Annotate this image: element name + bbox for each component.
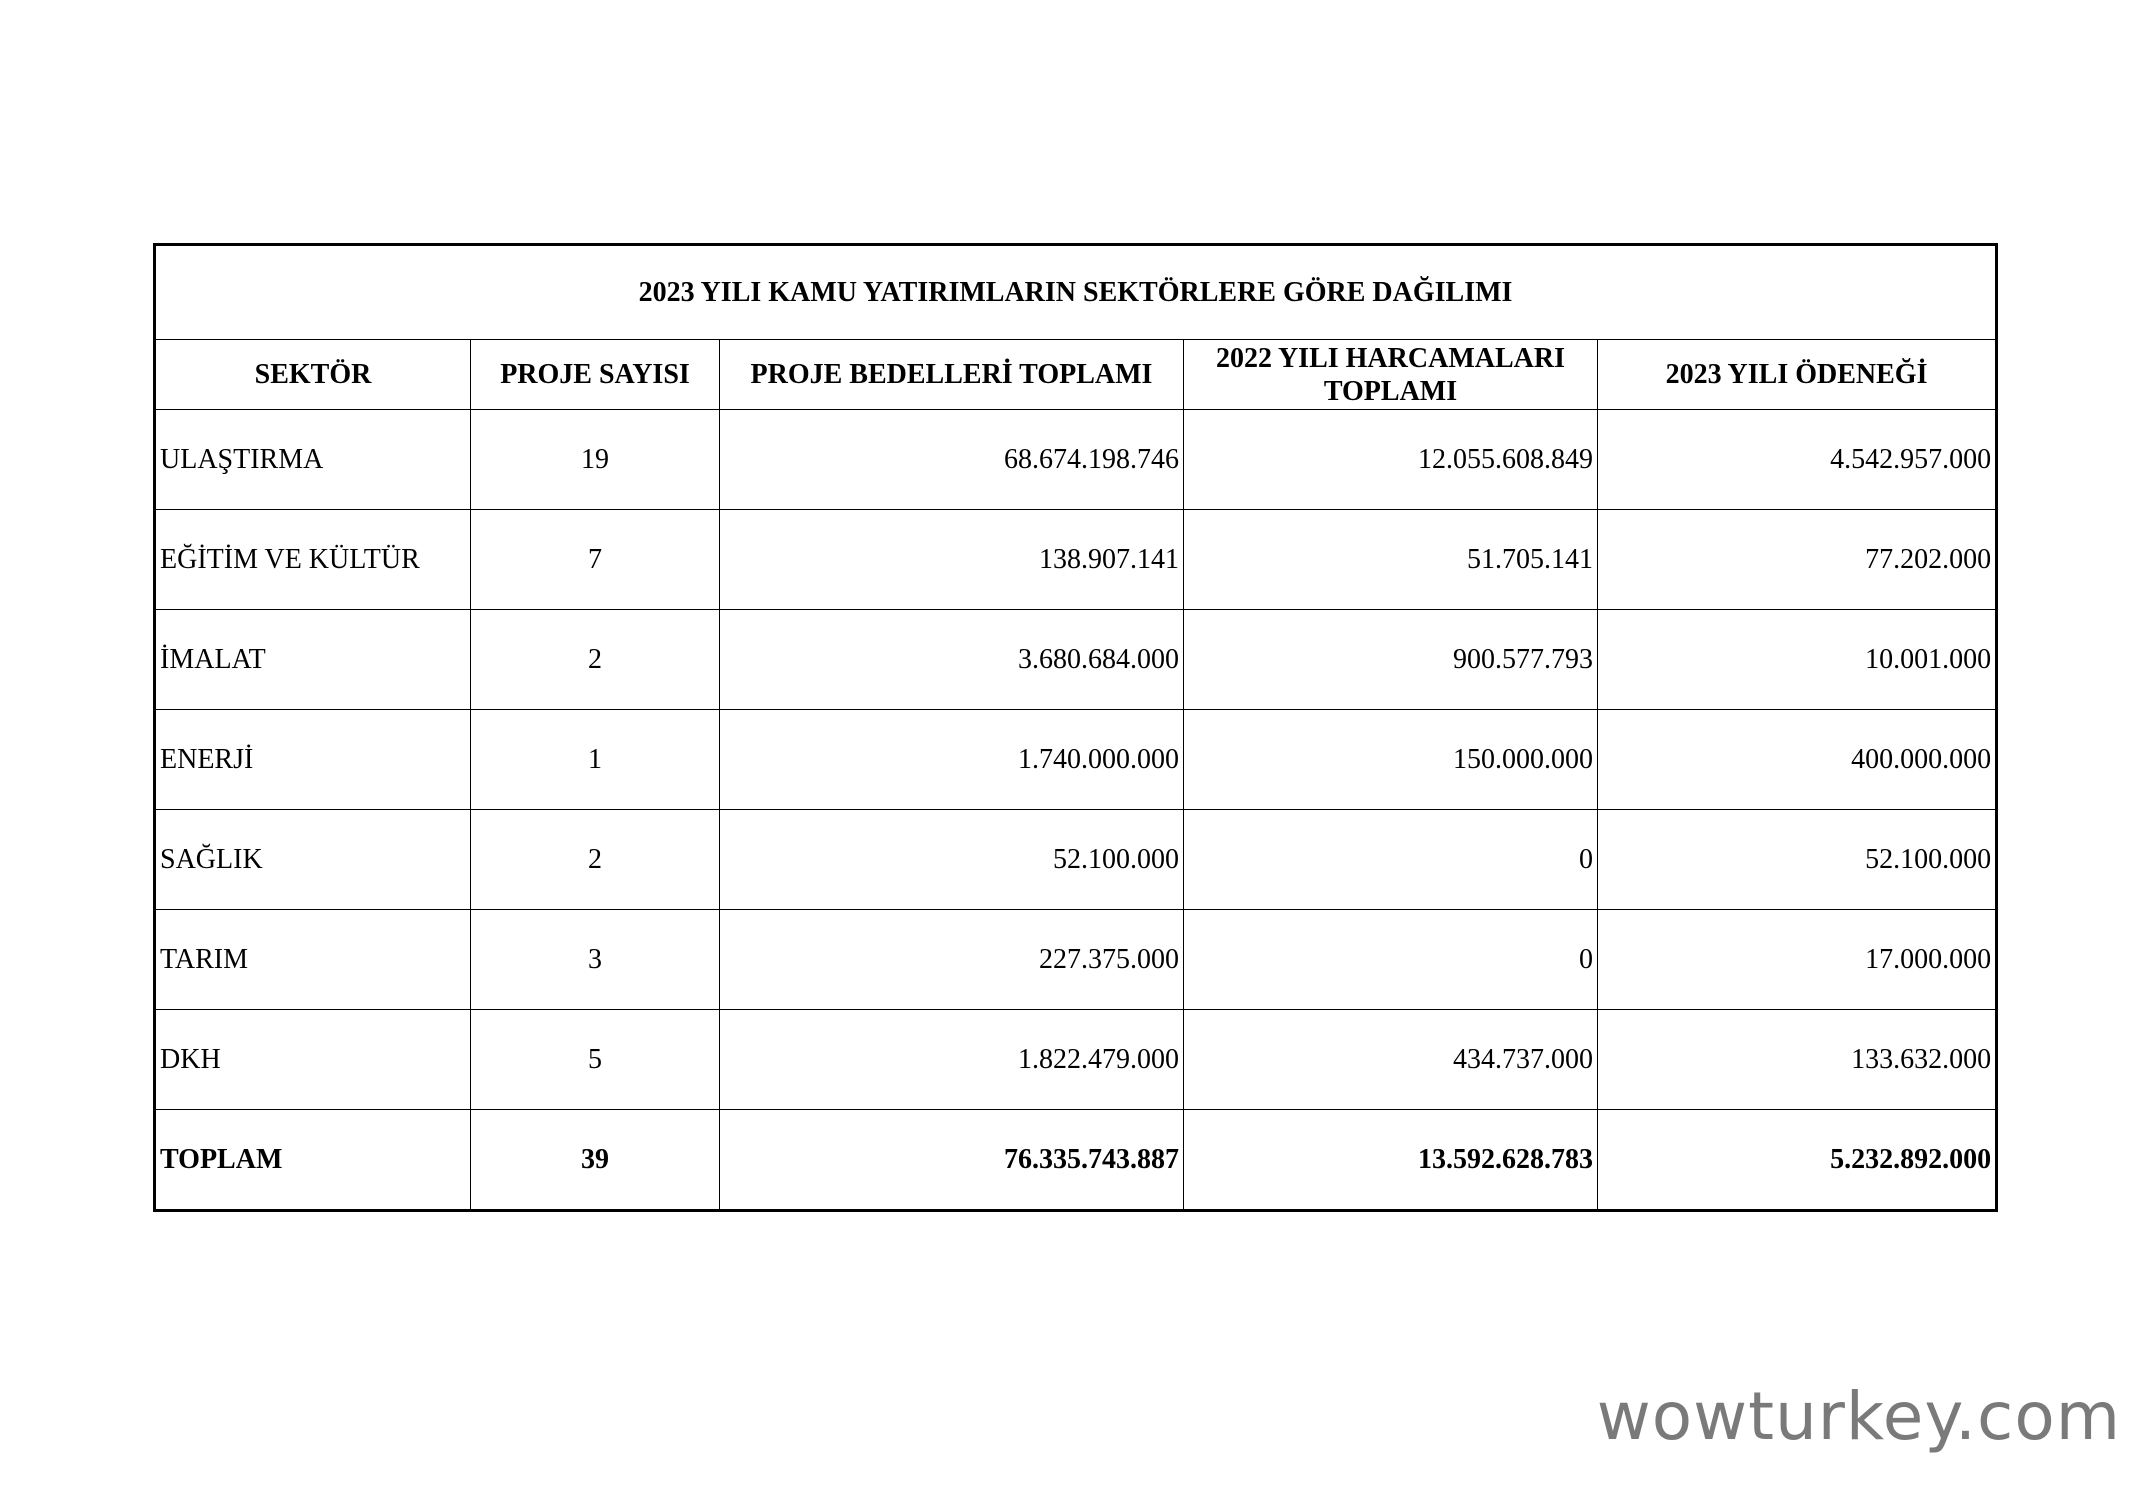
allocation-2023-cell: 400.000.000 <box>1598 710 1997 810</box>
allocation-2023-cell: 17.000.000 <box>1598 910 1997 1010</box>
allocation-2023-cell: 10.001.000 <box>1598 610 1997 710</box>
header-sector: SEKTÖR <box>155 340 471 410</box>
watermark-text: wowturkey.com <box>1596 1378 2121 1455</box>
table-row <box>155 910 1997 1010</box>
spend-2022-cell: 0 <box>1184 810 1598 910</box>
allocation-2023-cell: 77.202.000 <box>1598 510 1997 610</box>
table-header-row <box>155 340 1997 410</box>
table-row <box>155 510 1997 610</box>
total-count-cell: 39 <box>471 1110 720 1211</box>
total-label-cell: TOPLAM <box>155 1110 471 1211</box>
total-cost-cell: 68.674.198.746 <box>720 410 1184 510</box>
sector-cell: SAĞLIK <box>155 810 471 910</box>
allocation-2023-cell: 52.100.000 <box>1598 810 1997 910</box>
sector-cell: ENERJİ <box>155 710 471 810</box>
header-total-cost: PROJE BEDELLERİ TOPLAMI <box>720 340 1184 410</box>
spend-2022-cell: 12.055.608.849 <box>1184 410 1598 510</box>
spend-2022-cell: 900.577.793 <box>1184 610 1598 710</box>
table-title-row <box>155 245 1997 340</box>
spend-2022-cell: 51.705.141 <box>1184 510 1598 610</box>
spend-2022-cell: 434.737.000 <box>1184 1010 1598 1110</box>
total-cost-cell: 1.740.000.000 <box>720 710 1184 810</box>
table-row <box>155 410 1997 510</box>
sector-cell: DKH <box>155 1010 471 1110</box>
count-cell: 5 <box>471 1010 720 1110</box>
sector-cell: EĞİTİM VE KÜLTÜR <box>155 510 471 610</box>
header-spend-2022: 2022 YILI HARCAMALARI TOPLAMI <box>1184 340 1598 410</box>
investment-table <box>153 243 1998 1212</box>
total-spend-2022-cell: 13.592.628.783 <box>1184 1110 1598 1211</box>
table-row <box>155 710 1997 810</box>
total-cost-cell: 52.100.000 <box>720 810 1184 910</box>
header-project-count: PROJE SAYISI <box>471 340 720 410</box>
total-cost-sum-cell: 76.335.743.887 <box>720 1110 1184 1211</box>
count-cell: 2 <box>471 810 720 910</box>
count-cell: 2 <box>471 610 720 710</box>
allocation-2023-cell: 4.542.957.000 <box>1598 410 1997 510</box>
total-cost-cell: 227.375.000 <box>720 910 1184 1010</box>
table-row <box>155 610 1997 710</box>
total-cost-cell: 138.907.141 <box>720 510 1184 610</box>
table-row <box>155 810 1997 910</box>
total-cost-cell: 3.680.684.000 <box>720 610 1184 710</box>
count-cell: 7 <box>471 510 720 610</box>
count-cell: 3 <box>471 910 720 1010</box>
sector-cell: İMALAT <box>155 610 471 710</box>
spend-2022-cell: 150.000.000 <box>1184 710 1598 810</box>
count-cell: 19 <box>471 410 720 510</box>
table-total-row <box>155 1110 1997 1211</box>
sector-cell: ULAŞTIRMA <box>155 410 471 510</box>
allocation-2023-cell: 133.632.000 <box>1598 1010 1997 1110</box>
header-allocation-2023: 2023 YILI ÖDENEĞİ <box>1598 340 1997 410</box>
count-cell: 1 <box>471 710 720 810</box>
table-title: 2023 YILI KAMU YATIRIMLARIN SEKTÖRLERE GÖRE DAĞILIMI <box>155 245 1997 340</box>
table-row <box>155 1010 1997 1110</box>
sector-cell: TARIM <box>155 910 471 1010</box>
total-allocation-2023-cell: 5.232.892.000 <box>1598 1110 1997 1211</box>
total-cost-cell: 1.822.479.000 <box>720 1010 1184 1110</box>
spend-2022-cell: 0 <box>1184 910 1598 1010</box>
